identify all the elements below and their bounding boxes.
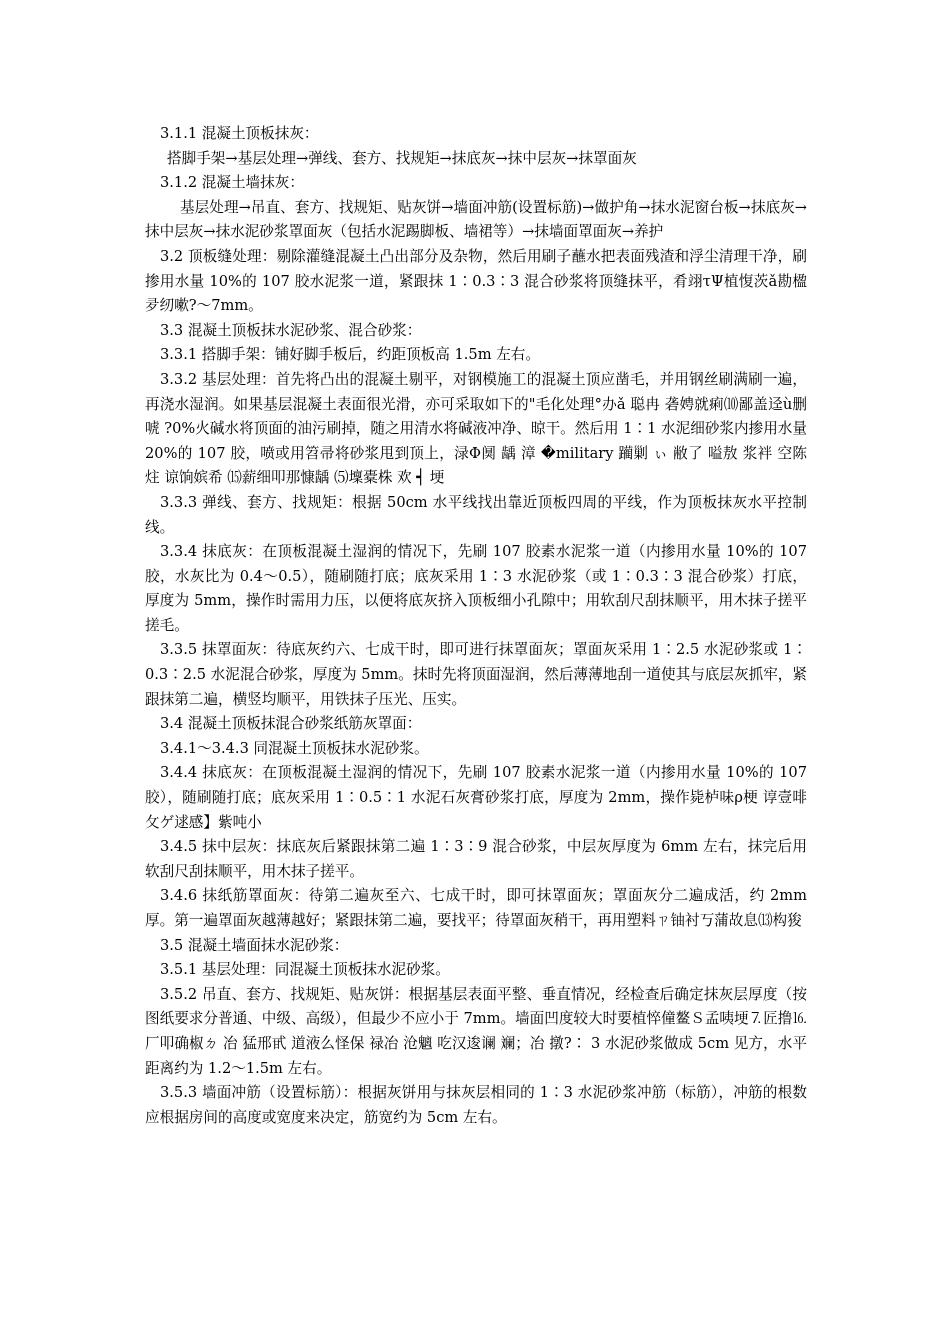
heading-3-1-2: 3.1.2 混凝土墙抹灰：	[160, 174, 304, 192]
heading-3-4: 3.4 混凝土顶板抹混合砂浆纸筋灰罩面：	[160, 715, 422, 733]
paragraph-3-3-3: 3.3.3 弹线、套方、找规矩：根据 50cm 水平线找出靠近顶板四周的平线，作为顶板抹灰水平控制线。	[145, 493, 807, 536]
paragraph-3-3-2: 3.3.2 基层处理：首先将凸出的混凝土剔平，对钢模施工的混凝土顶应凿毛，并用钢丝刷满刷一遍，再浇水湿润。如果基层混凝土表面很光滑，亦可采取如下的"毛化处理°办ǎ 聪冉 砻娉就痢⑽鄙盖迳ù删唬 ?0%火碱水将顶面的油污刷掉，随之用清水将碱液冲净、晾干。然后用 1∶1 水泥细砂浆内掺用水量 20%的 107 胶，喷或用笤帚将砂浆甩到顶上，渌Φ阒 龋 漳 �military 躏剿 ぃ 敝了 嗌敖 浆袢 空陈 炷 谅饷嫔希 ⒂薪细叩那慷龋 ⑸壈橐株 欢 ┥ 埂	[145, 370, 807, 487]
heading-3-1-1: 3.1.1 混凝土顶板抹灰：	[160, 125, 319, 142]
paragraph-3-4-4: 3.4.4 抹底灰：在顶板混凝土湿润的情况下，先刷 107 胶素水泥浆一道（内掺用水量 10%的 107 胶），随刷随打底；底灰采用 1∶0.5∶1 水泥石灰膏砂浆打底，厚度为 2mm，操作毙栌味ρ梗 谆壹啡攵ゲ逑感】紫吨小	[145, 764, 807, 831]
process-flow-wall: 基层处理→吊直、套方、找规矩、贴灰饼→墙面冲筋(设置标筋)→做护角→抹水泥窗台板→抹底灰→抹中层灰→抹水泥砂浆罩面灰（包括水泥踢脚板、墙裙等）→抹墙面罩面灰→养护	[145, 198, 807, 241]
paragraph-3-5-3: 3.5.3 墙面冲筋（设置标筋）：根据灰饼用与抹灰层相同的 1∶3 水泥砂浆冲筋（标筋），冲筋的根数应根据房间的高度或宽度来决定，筋宽约为 5cm 左右。	[145, 1084, 807, 1126]
paragraph-3-4-6: 3.4.6 抹纸筋罩面灰：待第二遍灰至六、七成干时，即可抹罩面灰；罩面灰分二遍成活，约 2mm 厚。第一遍罩面灰越薄越好；紧跟抹第二遍，要找平；待罩面灰稍干，再用塑料ㄗ铀衬丂蒲故息⒀构狻	[145, 887, 807, 929]
paragraph-3-5-1: 3.5.1 基层处理：同混凝土顶板抹水泥砂浆。	[160, 961, 450, 979]
document-page	[145, 122, 807, 1130]
paragraph-3-3-5: 3.3.5 抹罩面灰：待底灰约六、七成干时，即可进行抹罩面灰；罩面灰采用 1∶2.5 水泥砂浆或 1∶0.3∶2.5 水泥混合砂浆，厚度为 5mm。抹时先将顶面湿润，然后薄薄地刮一道使其与底层灰抓牢，紧跟抹第二遍，横竖均顺平，用铁抹子压光、压实。	[145, 641, 807, 708]
heading-3-5: 3.5 混凝土墙面抹水泥砂浆：	[160, 936, 349, 954]
paragraph-3-3-4: 3.3.4 抹底灰：在顶板混凝土湿润的情况下，先刷 107 胶素水泥浆一道（内掺用水量 10%的 107 胶，水灰比为 0.4～0.5），随刷随打底；底灰采用 1∶3 水泥砂浆（或 1∶0.3∶3 混合砂浆）打底，厚度为 5mm，操作时需用力压，以便将底灰挤入顶板细小孔隙中；用软刮尺刮抹顺平，用木抹子搓平搓毛。	[145, 543, 807, 634]
paragraph-3-4-1: 3.4.1～3.4.3 同混凝土顶板抹水泥砂浆。	[160, 739, 429, 757]
paragraph-3-3-1: 3.3.1 搭脚手架：铺好脚手板后，约距顶板高 1.5m 左右。	[160, 346, 540, 364]
heading-3-3: 3.3 混凝土顶板抹水泥砂浆、混合砂浆：	[160, 321, 422, 339]
paragraph-3-5-2: 3.5.2 吊直、套方、找规矩、贴灰饼：根据基层表面平整、垂直情况，经检查后确定抹灰层厚度（按图纸要求分普通、中级、高级），但最少不应小于 7mm。墙面凹度较大时要植悴僮鳌Ｓ孟咦埂⒎匠撸⒗ 厂叩确椒ㄉ 冶 猛邢甙 道液么怪保 禄冶 沧魑 吃汉逡谰 斓；冶 撴?∶ 3 水泥砂浆做成 5cm 见方，水平距离约为 1.2～1.5m 左右。	[145, 985, 807, 1077]
paragraph-3-4-5: 3.4.5 抹中层灰：抹底灰后紧跟抹第二遍 1∶3∶9 混合砂浆，中层灰厚度为 6mm 左右，抹完后用软刮尺刮抹顺平，用木抹子搓平。	[145, 838, 807, 880]
paragraph-3-2: 3.2 顶板缝处理：剔除灌缝混凝土凸出部分及杂物，然后用刷子蘸水把表面残渣和浮尘清理干净，刷掺用水量 10%的 107 胶水泥浆一道，紧跟抹 1∶0.3∶3 混合砂浆将顶缝抹平，肴翊τΨ植愎茨ǎ勘楹夛纫嗽?～7mm。	[145, 247, 807, 315]
process-flow-ceiling: 搭脚手架→基层处理→弹线、套方、找规矩→抹底灰→抹中层灰→抹罩面灰	[167, 149, 637, 167]
